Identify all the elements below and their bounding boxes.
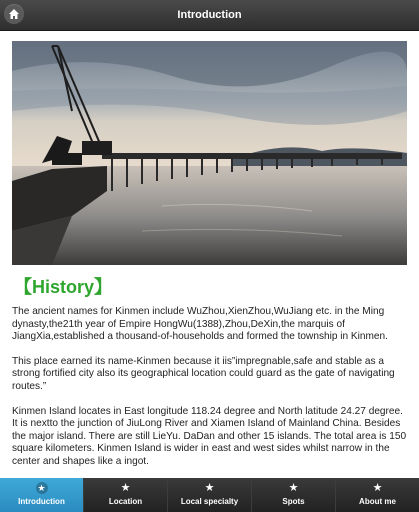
tab-location[interactable] [83,478,167,512]
history-heading: 【History】 [14,277,113,297]
tab-label: Spots [282,497,305,506]
star-icon: ★ [37,483,46,493]
tab-label: Introduction [18,497,65,506]
paragraph-name-origin: This place earned its name-Kinmen because it iis”impregnable,safe and stable as a strong fortified city also its geographical location could guard as the gate of navigating routes.” [12,355,395,392]
pier-construction-photo [12,41,407,265]
tab-label: Location [108,497,143,506]
tab-label: Local specialty [180,497,239,506]
tab-introduction[interactable] [0,478,83,512]
star-icon: ★ [204,482,215,494]
tab-spots[interactable] [251,478,335,512]
star-icon: ★ [120,482,131,494]
paragraph-ancient-names: The ancient names for Kinmen include WuZhou,XienZhou,WuJiang etc. in the Ming dynasty,the21th year of Empire HongWu(1388),Zhou,DeXin,the marquis of JiangXia,established a thousand-of-households and formed the township in Kinmen. [12,306,388,343]
page-title: Introduction [177,9,242,21]
star-icon: ★ [288,482,299,494]
star-icon: ★ [372,482,383,494]
paragraph-location: Kinmen Island locates in East longitude 118.24 degree and North latitude 24.27 degree. It is nextto the junction of JiuLong River and Xiamen Island of Mainland China. Besides the major island. There are still LieYu. DaDan and other 15 islands. The total area is 150 square kilometers. Kinmen Island is wider in east and west sides whilst narrow in the center and shapes like a ingot. [12,405,407,467]
tab-local-specialty[interactable] [167,478,251,512]
article-content [12,276,407,478]
bottom-tab-bar [0,478,419,512]
header-bar [0,0,419,31]
tab-label: About me [359,497,396,506]
tab-about-me[interactable] [335,478,419,512]
